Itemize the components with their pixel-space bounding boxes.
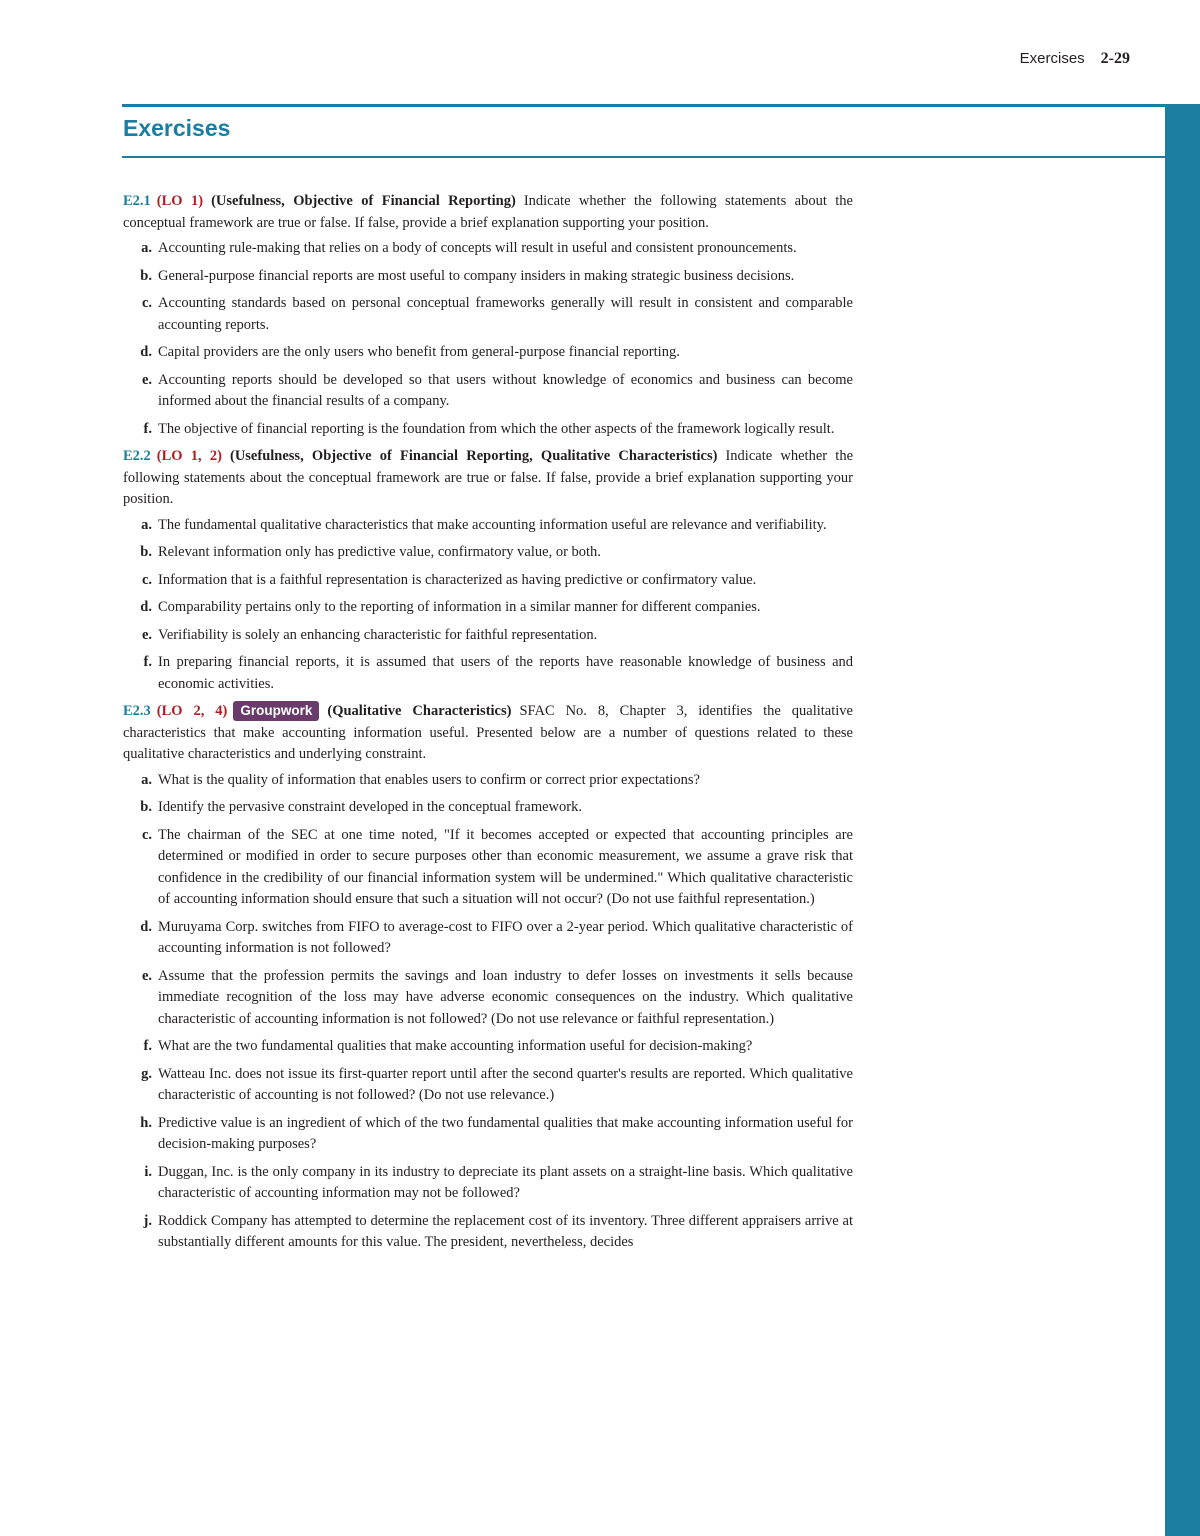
- question-text: Duggan, Inc. is the only company in its industry to depreciate its plant assets on a straight-line basis. Which qualitative characteristic of accounting information may not be followed?: [158, 1163, 853, 1201]
- question-letter: e.: [141, 967, 152, 984]
- question-text: The objective of financial reporting is the foundation from which the other aspects of the framework logically result.: [158, 420, 835, 437]
- question-text: Roddick Company has attempted to determine the replacement cost of its inventory. Three different appraisers arrive at substantially different amounts for this value. The president, nevertheless, decides: [158, 1212, 853, 1250]
- question-letter: b.: [140, 799, 152, 815]
- exercise-intro: [123, 446, 853, 511]
- question-item: [123, 797, 853, 819]
- question-text: Accounting standards based on personal conceptual frameworks generally will result in consistent and comparable accounting reports.: [158, 295, 853, 333]
- question-text: Watteau Inc. does not issue its first-quarter report until after the second quarter's results are reported. Which qualitative characteristic of accounting is not followed? (Do not use relevance.): [158, 1065, 853, 1103]
- groupwork-badge: Groupwork: [233, 701, 319, 721]
- question-item: [123, 542, 853, 564]
- question-letter: d.: [140, 599, 152, 615]
- exercise-number: E2.1: [123, 193, 151, 209]
- question-text: Information that is a faithful representation is characterized as having predictive or confirmatory value.: [158, 571, 757, 588]
- question-item: [123, 293, 853, 336]
- exercise-instructions: SFAC No. 8, Chapter 3, identifies the qualitative characteristics that make accounting information useful. Presented below are a number of questions related to these qualitative characteristics and underlying constraint.: [123, 703, 853, 762]
- question-letter: e.: [141, 371, 152, 388]
- section-top-rule: [122, 104, 1200, 107]
- question-text: What is the quality of information that enables users to confirm or correct prior expectations?: [158, 771, 700, 788]
- question-item: [123, 625, 853, 647]
- question-text: Accounting rule-making that relies on a body of concepts will result in useful and consistent pronouncements.: [158, 240, 797, 256]
- question-text: The chairman of the SEC at one time noted, "If it becomes accepted or expected that accounting principles are determined or modified in order to secure purposes other than economic measurement, we assume a grave risk that confidence in the credibility of our financial information system will be undermined." Which qualitative characteristic of accounting information should ensure that such a situation will not occur? (Do not use faithful representation.): [158, 826, 853, 907]
- question-item: [123, 342, 853, 364]
- exercise-intro: [123, 191, 853, 234]
- question-item: [123, 1064, 853, 1107]
- question-letter: i.: [144, 1163, 152, 1180]
- exercise-list: [123, 191, 853, 1260]
- question-letter: c.: [141, 295, 152, 311]
- running-header: [1020, 50, 1130, 68]
- exercise-instructions: Indicate whether the following statements about the conceptual framework are true or false. If false, provide a brief explanation supporting your position.: [123, 448, 854, 507]
- question-letter: d.: [140, 918, 152, 935]
- question-letter: a.: [141, 771, 152, 788]
- right-edge-color-band: [1165, 106, 1200, 1536]
- question-letter: f.: [143, 420, 152, 437]
- question-letter: f.: [143, 1038, 152, 1054]
- exercise-instructions: Indicate whether the following statements about the conceptual framework are true or false. If false, provide a brief explanation supporting your position.: [123, 193, 853, 231]
- question-text: Identify the pervasive constraint developed in the conceptual framework.: [158, 799, 582, 815]
- learning-objective: (LO 2, 4): [156, 703, 228, 719]
- question-item: [123, 1211, 853, 1254]
- question-item: [123, 266, 853, 288]
- question-text: Verifiability is solely an enhancing characteristic for faithful representation.: [158, 626, 598, 643]
- question-text: The fundamental qualitative characteristics that make accounting information useful are relevance and verifiability.: [158, 516, 827, 533]
- question-item: [123, 652, 853, 695]
- learning-objective: (LO 1): [156, 193, 204, 209]
- section-title: Exercises: [123, 115, 231, 141]
- question-list: [123, 770, 853, 1254]
- question-item: [123, 770, 853, 792]
- question-letter: b.: [140, 267, 152, 284]
- learning-objective: (LO 1, 2): [156, 448, 222, 464]
- page-number: 2-29: [1100, 50, 1130, 67]
- question-item: [123, 570, 853, 592]
- question-text: What are the two fundamental qualities that make accounting information useful for decision-making?: [158, 1038, 753, 1054]
- question-text: Relevant information only has predictive value, confirmatory value, or both.: [158, 544, 601, 560]
- question-item: [123, 966, 853, 1031]
- question-text: Comparability pertains only to the reporting of information in a similar manner for different companies.: [158, 599, 761, 615]
- question-text: General-purpose financial reports are most useful to company insiders in making strategic business decisions.: [158, 267, 795, 284]
- question-list: [123, 515, 853, 696]
- question-letter: g.: [141, 1065, 152, 1082]
- section-bottom-rule: [122, 156, 1165, 158]
- exercise-topic: (Usefulness, Objective of Financial Reporting): [211, 193, 516, 209]
- question-letter: c.: [141, 826, 152, 843]
- exercise-number: E2.2: [123, 448, 151, 464]
- question-letter: j.: [143, 1212, 152, 1229]
- exercise-e2-1: [123, 191, 853, 440]
- question-text: Capital providers are the only users who benefit from general-purpose financial reporting.: [158, 344, 680, 360]
- question-item: [123, 515, 853, 537]
- question-letter: c.: [141, 571, 152, 588]
- question-list: [123, 238, 853, 440]
- question-text: Accounting reports should be developed so that users without knowledge of economics and business can become informed about the financial results of a company.: [158, 371, 853, 409]
- exercise-e2-2: [123, 446, 853, 695]
- question-item: [123, 419, 853, 441]
- question-text: In preparing financial reports, it is assumed that users of the reports have reasonable knowledge of business and economic activities.: [158, 654, 853, 692]
- question-letter: h.: [140, 1114, 152, 1131]
- question-item: [123, 597, 853, 619]
- question-item: [123, 238, 853, 260]
- exercise-topic: (Usefulness, Objective of Financial Reporting, Qualitative Characteristics): [229, 448, 718, 464]
- exercise-e2-3: [123, 701, 853, 1254]
- question-item: [123, 1036, 853, 1058]
- question-text: Assume that the profession permits the savings and loan industry to defer losses on investments it sells because immediate recognition of the loss may have adverse economic consequences on the industry. Which qualitative characteristic of accounting information is not followed? (Do not use relevance or faithful representation.): [158, 967, 853, 1027]
- header-section-name: Exercises: [1019, 50, 1085, 67]
- question-text: Predictive value is an ingredient of which of the two fundamental qualities that make accounting information useful for decision-making purposes?: [158, 1114, 853, 1152]
- question-text: Muruyama Corp. switches from FIFO to average-cost to FIFO over a 2-year period. Which qualitative characteristic of accounting information is not followed?: [158, 918, 853, 956]
- question-item: [123, 370, 853, 413]
- question-letter: d.: [140, 344, 152, 360]
- question-letter: e.: [141, 626, 152, 643]
- exercise-topic: (Qualitative Characteristics): [327, 703, 512, 719]
- question-letter: b.: [140, 544, 152, 560]
- question-item: [123, 1113, 853, 1156]
- question-item: [123, 825, 853, 911]
- question-letter: a.: [141, 516, 152, 533]
- exercise-number: E2.3: [123, 703, 151, 719]
- question-item: [123, 1162, 853, 1205]
- question-letter: f.: [143, 654, 152, 670]
- question-letter: a.: [141, 240, 152, 256]
- exercise-intro: [123, 701, 853, 766]
- question-item: [123, 917, 853, 960]
